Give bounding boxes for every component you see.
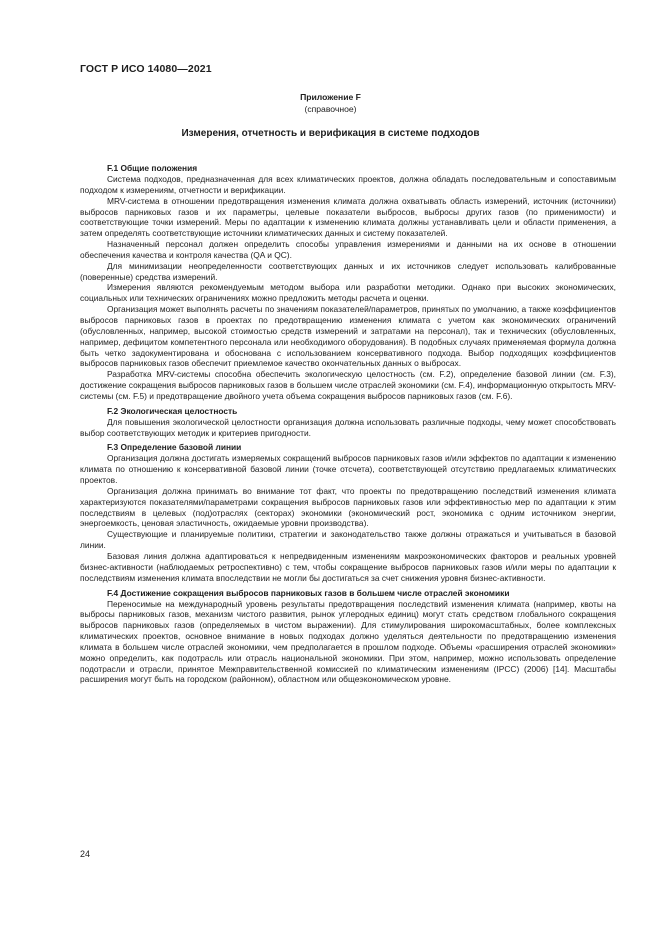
section-f2 xyxy=(80,405,616,439)
paragraph: Измерения являются рекомендуемым методом выбора или разработки методики. Однако при высоких экономических, социальных или технических ограничениях можно предложить методы расчета и оценки. xyxy=(80,282,616,304)
section-heading: F.1 Общие положения xyxy=(107,163,198,173)
section-f1 xyxy=(80,162,616,402)
standard-header: ГОСТ Р ИСО 14080—2021 xyxy=(80,63,212,75)
paragraph: Система подходов, предназначенная для всех климатических проектов, должна обладать последовательным и сопоставимым подходом к измерениям, отчетности и верификации. xyxy=(80,174,616,195)
paragraph: MRV-система в отношении предотвращения изменения климата должна охватывать область измерений, источник (источники) выбросов парниковых газов и их параметры, целевые показатели выбросов, выбросы других газов (по применимости) и соответствующие точки измерений. Меры по адаптации к изменению климата должны устанавливать цели и области применения, а затем определять соответствующие источники климатических данных и систему показателей. xyxy=(80,195,616,239)
paragraph: Назначенный персонал должен определить способы управления измерениями и данными на их основе в отношении обеспечения качества и контроля качества (QA и QC). xyxy=(80,239,616,260)
paragraph: Для повышения экологической целостности организация должна использовать различные подходы, чему может способствовать выбор соответствующих методик и критериев пригодности. xyxy=(80,416,616,438)
section-f4 xyxy=(80,587,616,686)
appendix-label: Приложение F xyxy=(300,92,361,102)
paragraph: Разработка MRV-системы способна обеспечить экологическую целостность (см. F.2), определение базовой линии (см. F.3), достижение сокращения выбросов парниковых газов в большем числе отраслей экономики (см. F.4), информационную открытость MRV-системы (см. F.5) и предотвращение двойного учета объема сокращения выбросов парниковых газов (см. F.6). xyxy=(80,369,616,401)
paragraph: Организация может выполнять расчеты по значениям показателей/параметров, принятых по умолчанию, а также коэффициентов выбросов парниковых газов в проектах по предотвращению изменения климата с учетом как экономических ограничений (обусловленных, например, высокой стоимостью средств измерений и затратами на персонал), так и технических (обусловленных, например, дефицитом компетентного персонала или необходимого оборудования). В подобных случаях применяемая формула должна быть четко задокументирована и обоснована с использованием консервативного подхода. Выбор подходящих коэффициентов выбросов парниковых газов обеспечит приемлемое качество окончательных данных о выбросах. xyxy=(80,304,616,369)
paragraph: Существующие и планируемые политики, стратегии и законодательство также должны отражаться и учитываться в базовой линии. xyxy=(80,529,616,551)
section-heading: F.4 Достижение сокращения выбросов парниковых газов в большем числе отраслей экономики xyxy=(107,587,510,598)
appendix-title: Измерения, отчетность и верификация в системе подходов xyxy=(181,128,480,139)
page-number: 24 xyxy=(80,849,91,859)
paragraph: Организация должна принимать во внимание тот факт, что проекты по предотвращению последствий изменения климата характеризуются показателями/параметрами сокращения выбросов парниковых газов или эффективностью мер по адаптации к этим последствиям в целевых (под)отраслях (секторах) экономики (экономический рост, экономика с одним источником энергии, энергоемкость, ценовая эластичность, ожидаемые уровни производства). xyxy=(80,485,616,529)
section-heading: F.3 Определение базовой линии xyxy=(107,442,242,453)
paragraph: Базовая линия должна адаптироваться к непредвиденным изменениям макроэкономических факторов и реальных уровней бизнес-активности (наблюдаемых ретроспективно) с тем, чтобы сокращение выбросов парниковых газов и/или меры по адаптации к последствиям изменения климата впоследствии не могли бы достигаться за счет снижения уровня бизнес-активности. xyxy=(80,551,616,583)
paragraph: Организация должна достигать измеряемых сокращений выбросов парниковых газов и/или эффектов по адаптации к изменению климата по отношению к консервативной базовой линии (точке отсчета), соответствующей отсутствию предлагаемых климатических проектов. xyxy=(80,453,616,486)
appendix-type: (справочное) xyxy=(304,104,357,114)
document-body xyxy=(80,162,616,685)
section-f3 xyxy=(80,441,616,583)
paragraph: Переносимые на международный уровень результаты предотвращения последствий изменения климата (например, квоты на выбросы парниковых газов, механизм чистого развития, рынок углеродных единиц) могут стать средством глобального сокращения выбросов парниковых газов (определяемых в чистом выражении). Для стимулирования широкомасштабных, более комплексных климатических проектов, основное внимание в новых подходах должно уделяться деятельности по предотвращению изменения климата в большем числе отраслей экономики, чем предполагается в прошлом подходе. Объемы «расширения отраслей экономики» можно определить, как подотрасль или отрасль национальной экономики. При этом, например, можно использовать определение подотрасли и отрасли, принятое Межправительственной комиссией по климатическим изменениям (IPCC) (2006) [14]. Масштабы расширения могут быть на городском (районном), областном или общеэкономическом уровне. xyxy=(80,598,616,685)
section-heading: F.2 Экологическая целостность xyxy=(107,405,238,416)
paragraph: Для минимизации неопределенности соответствующих данных и их источников следует использовать калиброванные (поверенные) средства измерений. xyxy=(80,260,616,282)
